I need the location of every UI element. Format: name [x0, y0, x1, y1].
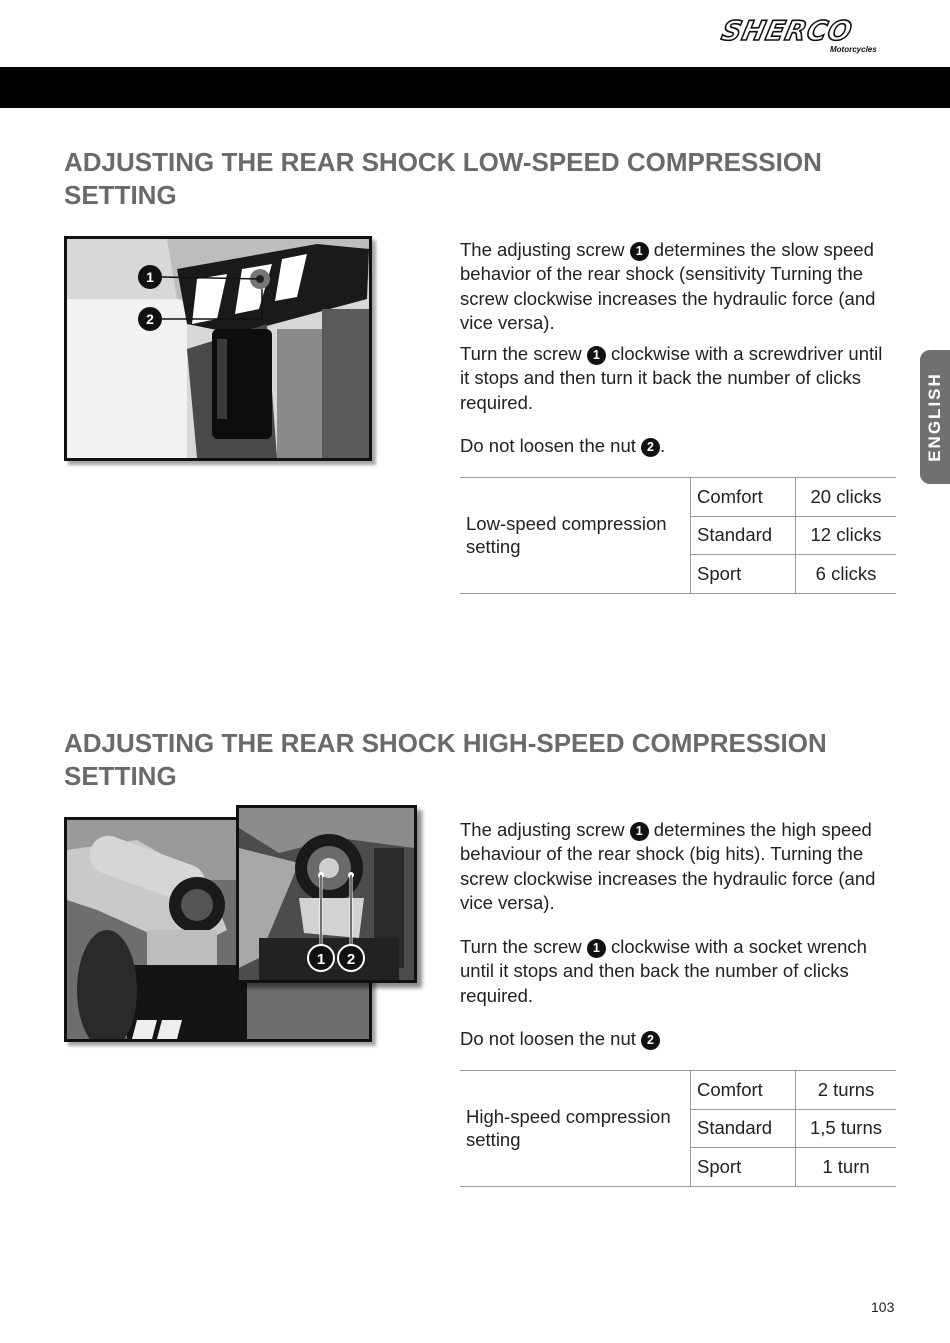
- value-cell: 12 clicks: [796, 516, 897, 555]
- callout-1-icon: 1: [630, 242, 649, 261]
- value-cell: 1,5 turns: [796, 1109, 897, 1148]
- header-band: [0, 67, 950, 108]
- callout-2-icon: 2: [641, 438, 660, 457]
- callout-2-label: 2: [346, 951, 356, 968]
- callout-1-label: 1: [146, 269, 154, 285]
- callout-1-icon: 1: [587, 346, 606, 365]
- level-cell: Comfort: [691, 1071, 796, 1110]
- high-speed-settings-table: [460, 1070, 896, 1187]
- sherco-logo: [718, 12, 902, 58]
- setting-label: Low-speed compression setting: [460, 478, 691, 594]
- value-cell: 1 turn: [796, 1148, 897, 1187]
- level-cell: Sport: [691, 1148, 796, 1187]
- level-cell: Standard: [691, 1109, 796, 1148]
- section2-paragraph-3: Do not loosen the nut 2: [460, 1027, 890, 1051]
- page-number: 103: [871, 1299, 895, 1315]
- value-cell: 6 clicks: [796, 555, 897, 594]
- table-row: [460, 478, 896, 517]
- value-cell: 20 clicks: [796, 478, 897, 517]
- language-tab-label: ENGLISH: [925, 372, 944, 462]
- language-tab: [920, 350, 950, 484]
- high-speed-photo-inset: [236, 805, 417, 983]
- section2-paragraph-2: Turn the screw 1 clockwise with a socket wrench until it stops and then back the number of clicks required.: [460, 936, 867, 1006]
- callout-1-label: 1: [316, 951, 326, 968]
- callout-1-icon: 1: [630, 822, 649, 841]
- level-cell: Standard: [691, 516, 796, 555]
- low-speed-photo: [64, 236, 372, 461]
- level-cell: Sport: [691, 555, 796, 594]
- section2-paragraph-1: The adjusting screw 1 determines the high speed behaviour of the rear shock (big hits). Turning the screw clockwise increases the hydraulic force (and vice versa).: [460, 819, 876, 913]
- level-cell: Comfort: [691, 478, 796, 517]
- section1-title: ADJUSTING THE REAR SHOCK LOW-SPEED COMPRESSION SETTING: [64, 147, 822, 210]
- section1-paragraph-2: Turn the screw 1 clockwise with a screwdriver until it stops and then turn it back the number of clicks required.: [460, 343, 883, 413]
- callout-2-icon: 2: [641, 1031, 660, 1050]
- section1-paragraph-3: Do not loosen the nut 2 .: [460, 435, 666, 456]
- callout-1-icon: 1: [587, 939, 606, 958]
- section1-paragraph-1: The adjusting screw 1 determines the slow speed behavior of the rear shock (sensitivity Turning the screw clockwise increases the hydraulic force (and vice versa).: [460, 239, 876, 333]
- setting-label: High-speed compression setting: [460, 1071, 691, 1187]
- callout-2-label: 2: [146, 311, 154, 327]
- logo-text: SHERCO: [718, 16, 856, 47]
- logo-subtext: Motorcycles: [830, 45, 877, 54]
- section2-title: ADJUSTING THE REAR SHOCK HIGH-SPEED COMPRESSION SETTING: [64, 728, 827, 791]
- table-row: [460, 1071, 896, 1110]
- value-cell: 2 turns: [796, 1071, 897, 1110]
- low-speed-settings-table: [460, 477, 896, 594]
